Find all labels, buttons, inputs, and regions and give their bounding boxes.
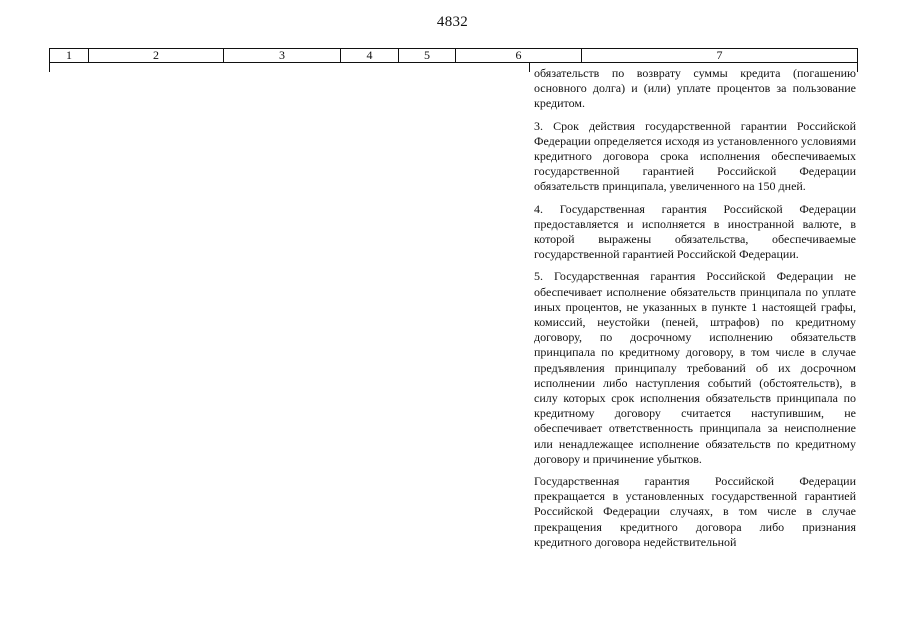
column-header-table	[49, 48, 858, 63]
column-number: 6	[456, 49, 582, 63]
paragraph: 4. Государственная гарантия Российской Федерации предоставляется и исполняется в иностранной валюте, в которой выражены обязательства, обеспечиваемые государственной гарантией Российской Федерации.	[534, 201, 856, 262]
column-divider	[857, 62, 858, 72]
column-number: 1	[50, 49, 89, 63]
column-number-row	[50, 49, 858, 63]
column-number: 7	[582, 49, 858, 63]
page-number: 4832	[436, 14, 469, 30]
column-number: 2	[89, 49, 224, 63]
column-number: 3	[224, 49, 341, 63]
paragraph: 5. Государственная гарантия Российской Федерации не обеспечивает исполнение обязательств принципала по уплате иных процентов, не указанных в пункте 1 настоящей графы, комиссий, неустойки (пеней, штрафов) по кредитному договору, по досрочному исполнению обязательств принципала по кредитному договору, в том числе в случае предъявления принципалу требований об их досрочном исполнении либо наступления событий (обстоятельств), в силу которых срок исполнения обязательств принципала по кредитному договору считается наступившим, не обеспечивает ответственность принципала за неисполнение или ненадлежащее исполнение обязательств по кредитному договору и причинение убытков.	[534, 269, 856, 466]
column-number: 4	[341, 49, 399, 63]
column-7-content	[534, 66, 856, 557]
paragraph: Государственная гарантия Российской Федерации прекращается в установленных государственной гарантией Российской Федерации случаях, в том числе в случае прекращения кредитного договора либо признания кредитного договора недействительной	[534, 474, 856, 549]
column-number: 5	[399, 49, 456, 63]
paragraph: обязательств по возврату суммы кредита (погашению основного долга) и (или) уплате процентов за пользование кредитом.	[534, 66, 856, 111]
column-divider	[49, 62, 50, 72]
paragraph: 3. Срок действия государственной гарантии Российской Федерации определяется исходя из установленного условиями кредитного договора срока исполнения обеспечиваемых государственной гарантией Российской Федерации обязательств принципала, увеличенного на 150 дней.	[534, 118, 856, 194]
column-divider	[529, 62, 530, 72]
